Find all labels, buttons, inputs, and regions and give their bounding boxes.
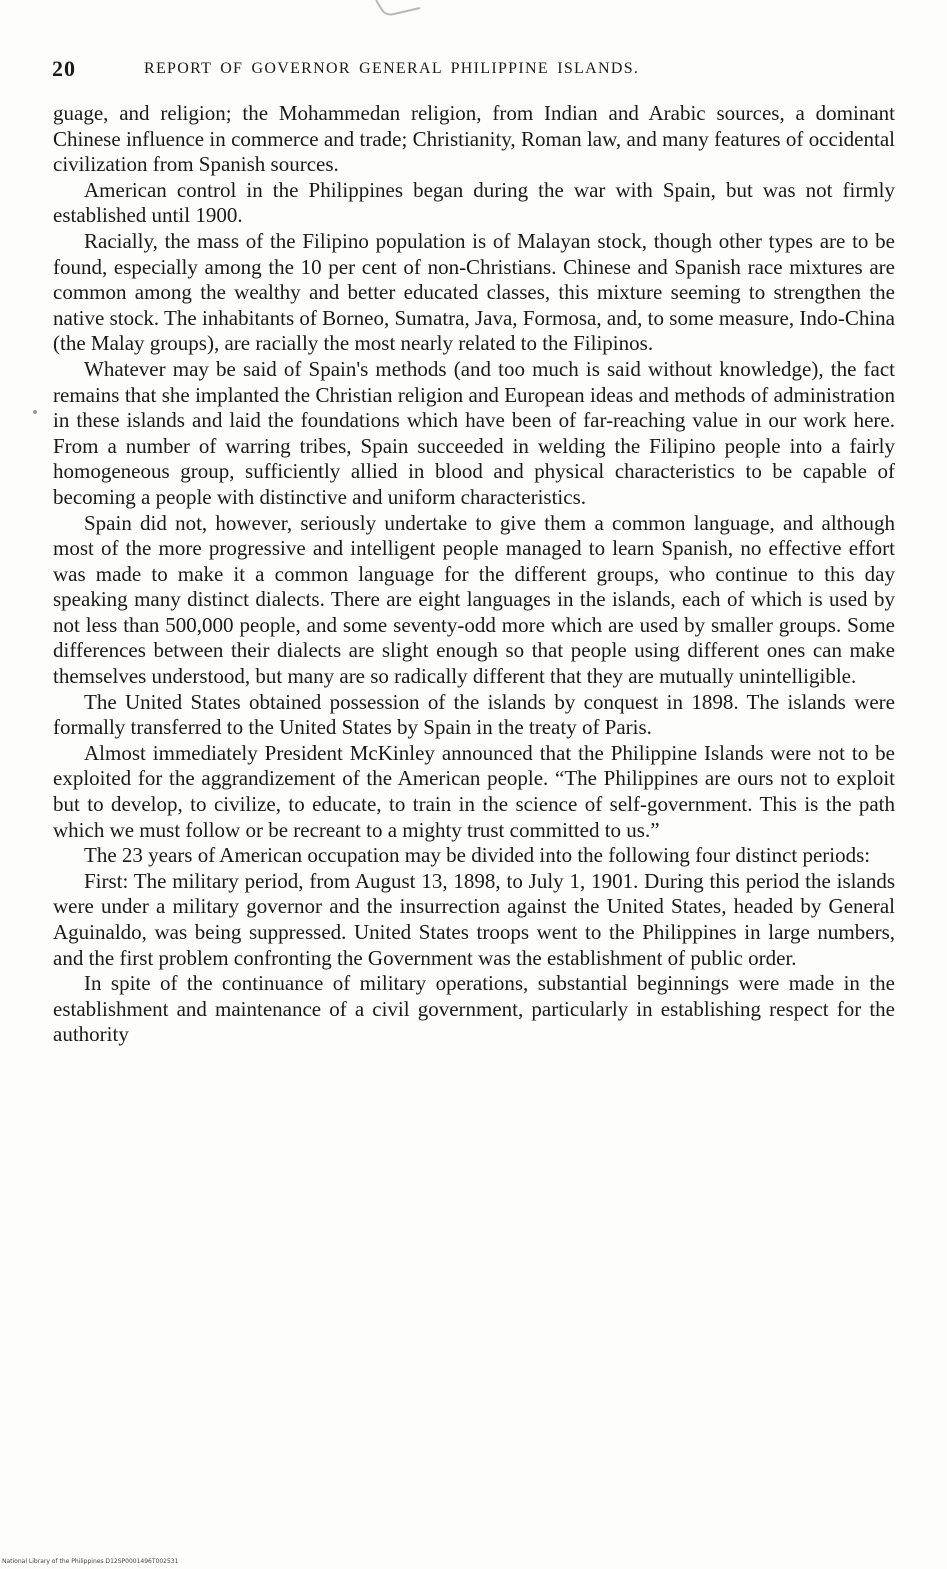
paragraph: guage, and religion; the Mohammedan religion, from Indian and Arabic sources, a dominant Chinese influence in commerce and trade; Christianity, Roman law, and many features of occidental civilization from Spanish sources. — [53, 101, 895, 177]
margin-mark — [33, 410, 37, 414]
scan-footer: National Library of the Philippines D12SP0001496T002531 — [2, 1558, 179, 1565]
paragraph: Racially, the mass of the Filipino population is of Malayan stock, though other types are to be found, especially among the 10 per cent of non-Christians. Chinese and Spanish race mixtures are common among the wealthy and better educated classes, this mixture seeming to strengthen the native stock. The inhabitants of Borneo, Sumatra, Java, Formosa, and, to some measure, Indo-China (the Malay groups), are racially the most nearly related to the Filipinos. — [53, 228, 895, 356]
paragraph: American control in the Philippines began during the war with Spain, but was not firmly established until 1900. — [53, 177, 895, 228]
running-head: REPORT OF GOVERNOR GENERAL PHILIPPINE ISLANDS. — [144, 60, 640, 77]
body-text — [53, 101, 895, 1048]
paragraph: The 23 years of American occupation may be divided into the following four distinct periods: — [84, 843, 871, 868]
paragraph: In spite of the continuance of military operations, substantial beginnings were made in the establishment and maintenance of a civil government, particularly in establishing respect for the authority — [53, 971, 895, 1047]
paragraph: The United States obtained possession of the islands by conquest in 1898. The islands were formally transferred to the United States by Spain in the treaty of Paris. — [53, 689, 895, 740]
scan-smudge — [372, 0, 424, 18]
paragraph: Whatever may be said of Spain's methods (and too much is said without knowledge), the fact remains that she implanted the Christian religion and European ideas and methods of administration in these islands and laid the foundations which have been of far-reaching value in our work here. From a number of warring tribes, Spain succeeded in welding the Filipino people into a fairly homogeneous group, sufficiently allied in blood and physical characteristics to be capable of becoming a people with distinctive and uniform characteristics. — [53, 356, 895, 509]
page-number: 20 — [52, 56, 76, 81]
page-header — [52, 56, 892, 86]
paragraph: Spain did not, however, seriously undertake to give them a common language, and although most of the more progressive and intelligent people managed to learn Spanish, no effective effort was made to make it a common language for the different groups, who continue to this day speaking many distinct dialects. There are eight languages in the islands, each of which is used by not less than 500,000 people, and some seventy-odd more which are used by smaller groups. Some differences between their dialects are slight enough so that people using different ones can make themselves understood, but many are so radically different that they are mutually unintelligible. — [53, 510, 895, 689]
paragraph: Almost immediately President McKinley announced that the Philippine Islands were not to be exploited for the aggrandizement of the American people. “The Philippines are ours not to exploit but to develop, to civilize, to educate, to train in the science of self-government. This is the path which we must follow or be recreant to a mighty trust committed to us.” — [53, 740, 895, 842]
paragraph: First: The military period, from August 13, 1898, to July 1, 1901. During this period the islands were under a military governor and the insurrection against the United States, headed by General Aguinaldo, was being suppressed. United States troops went to the Philippines in large numbers, and the first problem confronting the Government was the establishment of public order. — [53, 868, 895, 970]
